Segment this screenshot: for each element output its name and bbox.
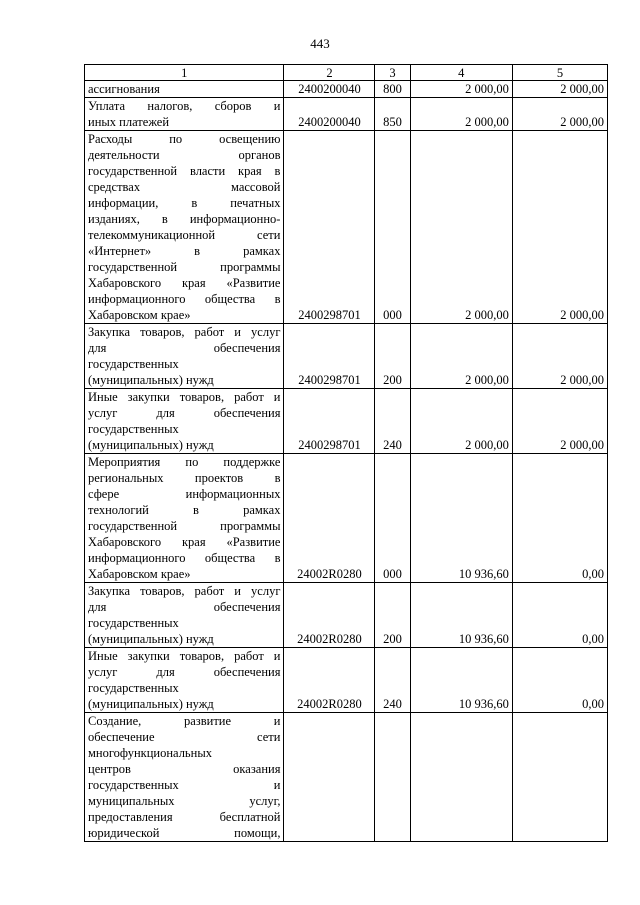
expense-name-line: информационного общества в <box>88 551 281 565</box>
expense-name-line: для обеспечения <box>88 341 281 355</box>
expense-name-line: технологий в рамках <box>88 503 281 517</box>
table-row <box>85 454 608 583</box>
expense-name-cell <box>85 713 284 842</box>
expense-name-line: (муниципальных) нужд <box>88 632 214 646</box>
expense-name-line: центров оказания <box>88 762 281 776</box>
expense-name-line: услуг для обеспечения <box>88 406 281 420</box>
expense-name-line: предоставления бесплатной <box>88 810 281 824</box>
expense-name-line: (муниципальных) нужд <box>88 373 214 387</box>
expense-name-line: средствах массовой <box>88 180 281 194</box>
expense-name-line: государственной программы <box>88 260 281 274</box>
amount-year-1: 2 000,00 <box>410 324 512 389</box>
table-row <box>85 583 608 648</box>
expense-name-cell <box>85 81 284 98</box>
amount-year-2: 0,00 <box>512 583 607 648</box>
amount-year-2: 2 000,00 <box>512 131 607 324</box>
expense-name-cell <box>85 131 284 324</box>
amount-year-1: 10 936,60 <box>410 454 512 583</box>
expense-name-line: государственной программы <box>88 519 281 533</box>
expense-name-cell <box>85 454 284 583</box>
expense-name-line: государственных <box>88 616 179 630</box>
target-article-code: 24002R0280 <box>284 454 375 583</box>
table-row <box>85 389 608 454</box>
table-row <box>85 131 608 324</box>
expense-name-cell <box>85 583 284 648</box>
header-row <box>85 65 608 81</box>
amount-year-2 <box>512 713 607 842</box>
target-article-code: 2400298701 <box>284 389 375 454</box>
amount-year-1: 10 936,60 <box>410 583 512 648</box>
expense-type-code: 240 <box>375 648 410 713</box>
target-article-code: 24002R0280 <box>284 648 375 713</box>
column-header-2: 2 <box>284 65 375 81</box>
expense-name-line: Закупка товаров, работ и услуг <box>88 325 281 339</box>
column-header-5: 5 <box>512 65 607 81</box>
amount-year-1: 2 000,00 <box>410 389 512 454</box>
expense-name-line: государственных <box>88 357 179 371</box>
page-number: 443 <box>310 36 330 51</box>
target-article-code: 2400298701 <box>284 131 375 324</box>
expense-type-code: 240 <box>375 389 410 454</box>
expense-type-code: 800 <box>375 81 410 98</box>
expense-name-line: ассигнования <box>88 82 160 96</box>
amount-year-2: 2 000,00 <box>512 98 607 131</box>
expense-name-line: Расходы по освещению <box>88 132 281 146</box>
target-article-code <box>284 713 375 842</box>
column-header-1: 1 <box>85 65 284 81</box>
expense-name-cell <box>85 389 284 454</box>
expense-name-line: Мероприятия по поддержке <box>88 455 281 469</box>
amount-year-1 <box>410 713 512 842</box>
expense-name-line: региональных проектов в <box>88 471 281 485</box>
expense-name-line: Создание, развитие и <box>88 714 281 728</box>
target-article-code: 2400200040 <box>284 81 375 98</box>
expense-name-line: информации, в печатных <box>88 196 281 210</box>
table-row <box>85 648 608 713</box>
target-article-code: 2400298701 <box>284 324 375 389</box>
amount-year-2: 0,00 <box>512 454 607 583</box>
budget-table <box>84 64 608 842</box>
expense-name-line: Иные закупки товаров, работ и <box>88 390 281 404</box>
expense-type-code <box>375 713 410 842</box>
amount-year-2: 2 000,00 <box>512 389 607 454</box>
table-row <box>85 98 608 131</box>
amount-year-1: 2 000,00 <box>410 98 512 131</box>
expense-name-line: «Интернет» в рамках <box>88 244 281 258</box>
expense-name-line: услуг для обеспечения <box>88 665 281 679</box>
expense-name-line: Закупка товаров, работ и услуг <box>88 584 281 598</box>
target-article-code: 2400200040 <box>284 98 375 131</box>
table-row <box>85 324 608 389</box>
expense-name-line: государственных <box>88 422 179 436</box>
expense-name-cell <box>85 648 284 713</box>
expense-type-code: 000 <box>375 131 410 324</box>
expense-name-line: государственной власти края в <box>88 164 281 178</box>
expense-name-line: государственных и <box>88 778 281 792</box>
expense-name-line: обеспечение сети <box>88 730 281 744</box>
target-article-code: 24002R0280 <box>284 583 375 648</box>
expense-name-line: Уплата налогов, сборов и <box>88 99 281 113</box>
expense-name-line: для обеспечения <box>88 600 281 614</box>
amount-year-2: 0,00 <box>512 648 607 713</box>
expense-name-line: муниципальных услуг, <box>88 794 281 808</box>
expense-name-cell <box>85 98 284 131</box>
expense-name-line: (муниципальных) нужд <box>88 697 214 711</box>
amount-year-1: 2 000,00 <box>410 131 512 324</box>
expense-name-line: многофункциональных <box>88 746 212 760</box>
expense-name-line: юридической помощи, <box>88 826 281 840</box>
expense-type-code: 200 <box>375 324 410 389</box>
column-header-4: 4 <box>410 65 512 81</box>
expense-name-line: Хабаровского края «Развитие <box>88 276 281 290</box>
expense-name-line: сфере информационных <box>88 487 281 501</box>
expense-name-line: иных платежей <box>88 115 170 129</box>
expense-type-code: 200 <box>375 583 410 648</box>
expense-name-line: Хабаровского края «Развитие <box>88 535 281 549</box>
table-row <box>85 713 608 842</box>
amount-year-1: 10 936,60 <box>410 648 512 713</box>
amount-year-2: 2 000,00 <box>512 81 607 98</box>
expense-name-line: государственных <box>88 681 179 695</box>
table-row <box>85 81 608 98</box>
expense-name-line: деятельности органов <box>88 148 281 162</box>
expense-type-code: 000 <box>375 454 410 583</box>
expense-name-line: информационного общества в <box>88 292 281 306</box>
amount-year-1: 2 000,00 <box>410 81 512 98</box>
expense-name-line: Иные закупки товаров, работ и <box>88 649 281 663</box>
amount-year-2: 2 000,00 <box>512 324 607 389</box>
column-header-3: 3 <box>375 65 410 81</box>
expense-name-line: телекоммуникационной сети <box>88 228 281 242</box>
expense-name-line: Хабаровском крае» <box>88 567 191 581</box>
expense-name-cell <box>85 324 284 389</box>
expense-name-line: изданиях, в информационно- <box>88 212 281 226</box>
expense-type-code: 850 <box>375 98 410 131</box>
expense-name-line: (муниципальных) нужд <box>88 438 214 452</box>
expense-name-line: Хабаровском крае» <box>88 308 191 322</box>
